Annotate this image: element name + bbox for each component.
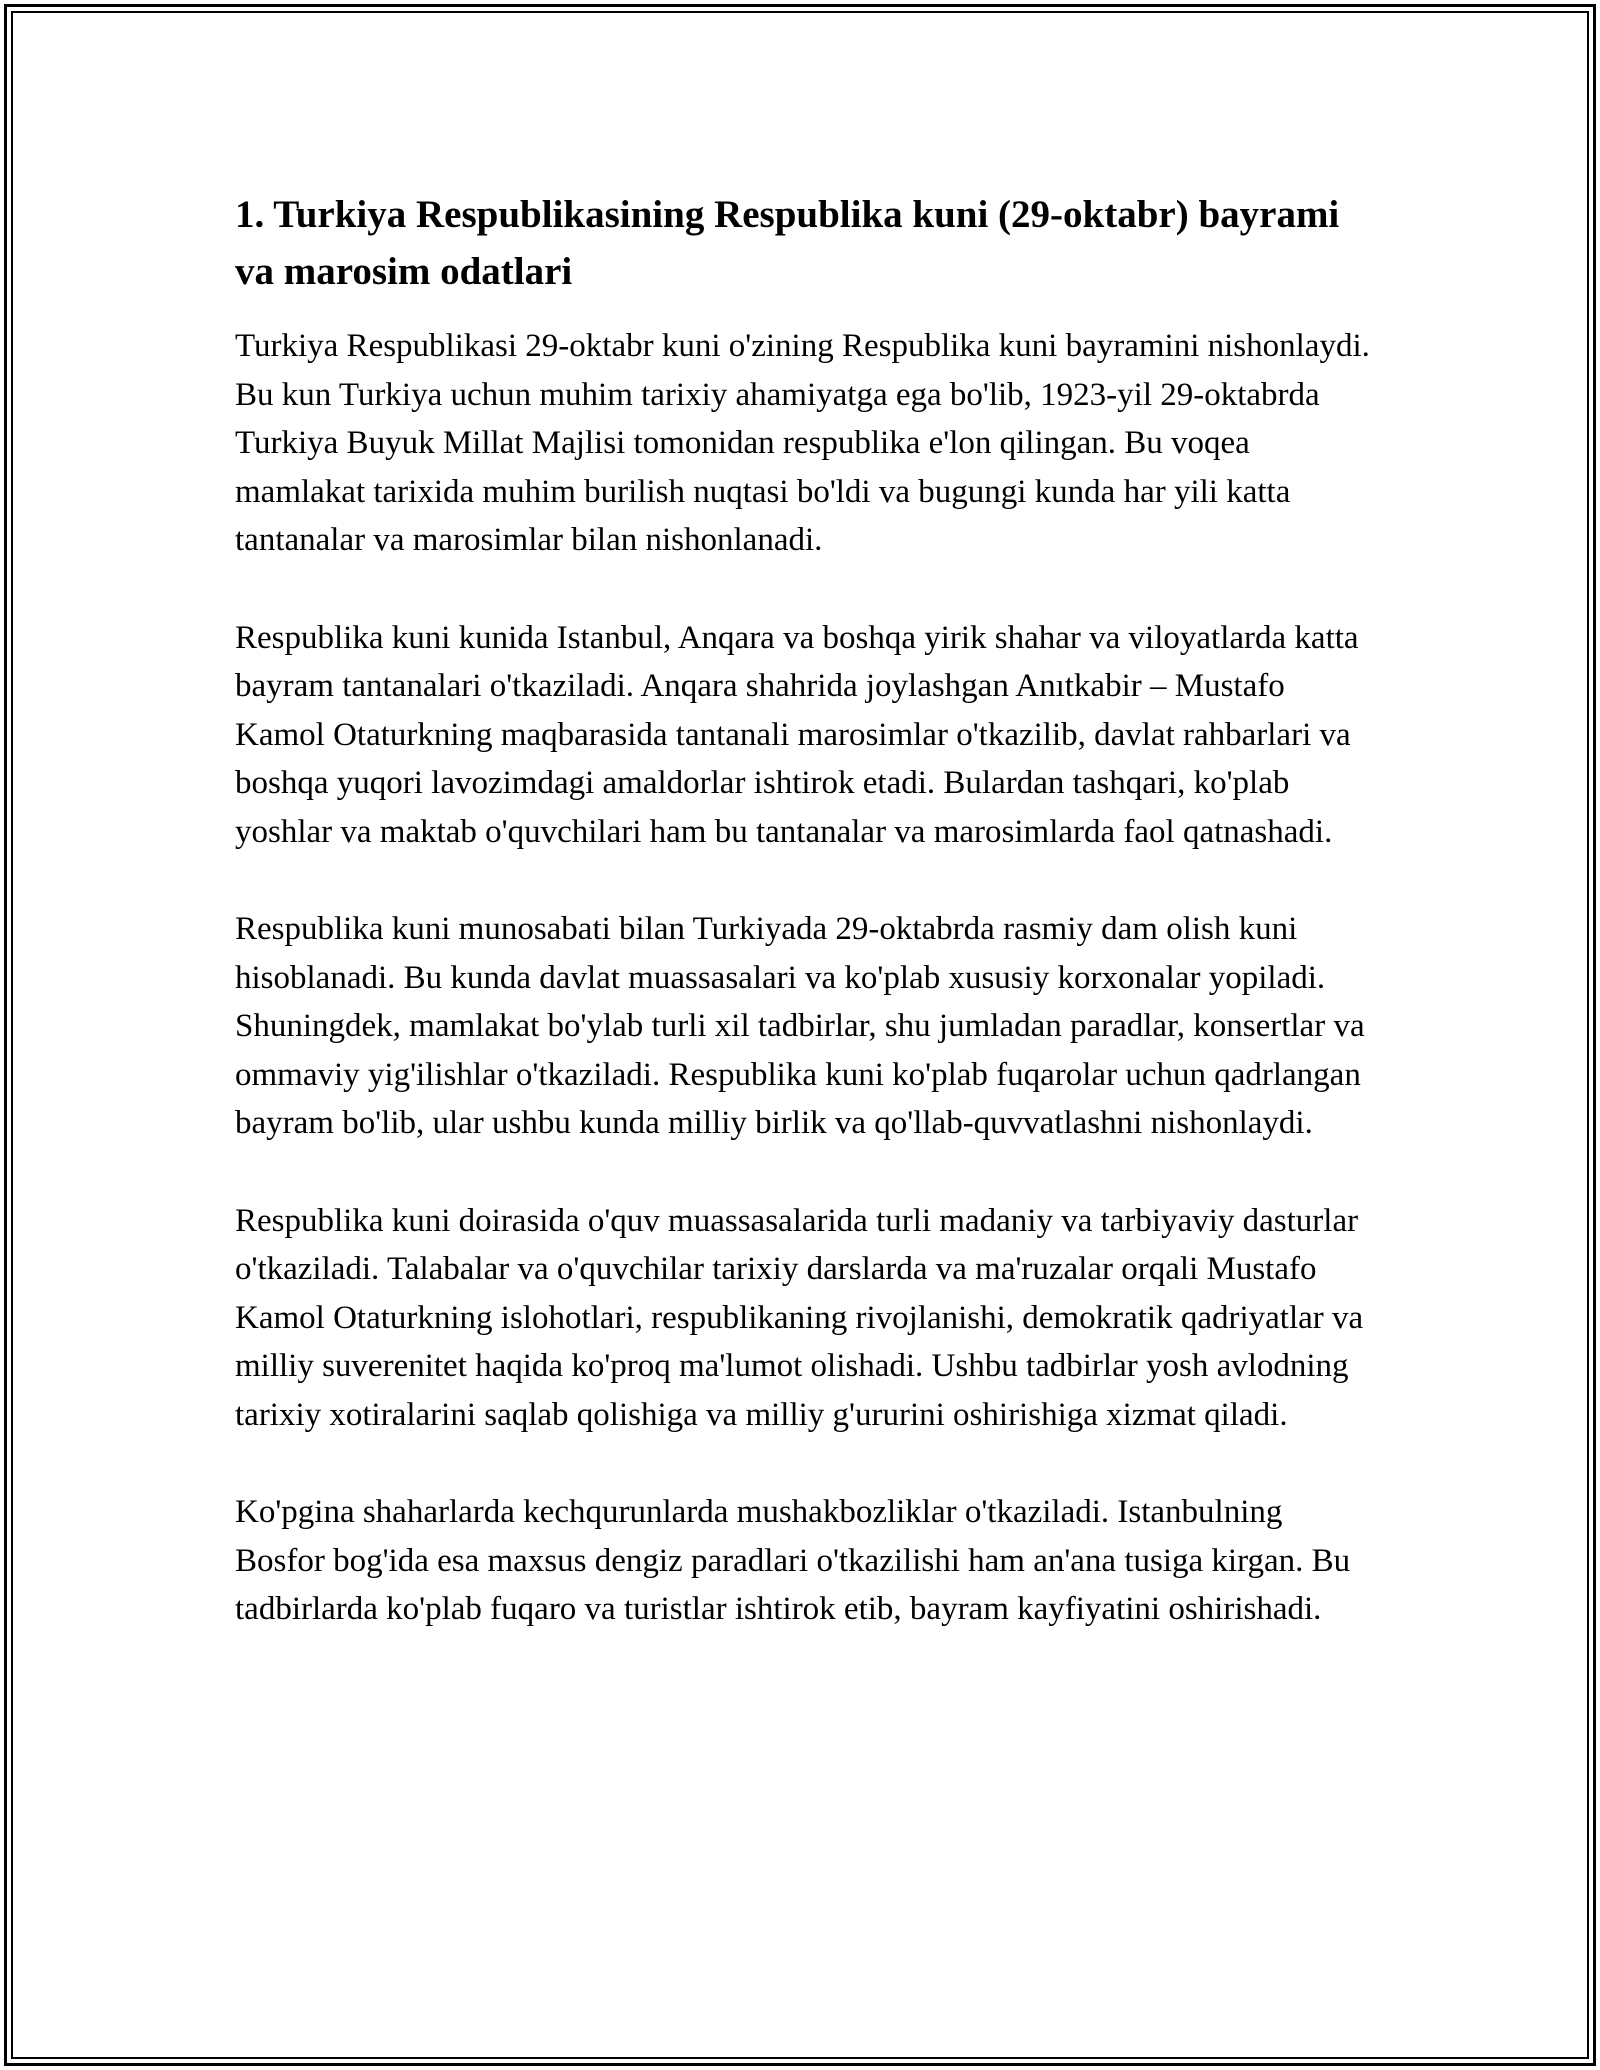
paragraph-3: Respublika kuni munosabati bilan Turkiyada 29-oktabrda rasmiy dam olish kuni hisoblanadi. Bu kunda davlat muassasalari va ko'plab xususiy korxonalar yopiladi. Shuningdek, mamlakat bo'ylab turli xil tadbirlar, shu jumladan paradlar, konsertlar va ommaviy yig'ilishlar o'tkaziladi. Respublika kuni ko'plab fuqarolar uchun qadrlangan bayram bo'lib, ular ushbu kunda milliy birlik va qo'llab-quvvatlashni nishonlaydi. xyxy=(235,911,1365,1141)
paragraph-1: Turkiya Respublikasi 29-oktabr kuni o'zining Respublika kuni bayramini nishonlaydi. Bu kun Turkiya uchun muhim tarixiy ahamiyatga ega bo'lib, 1923-yil 29-oktabrda Turkiya Buyuk Millat Majlisi tomonidan respublika e'lon qilingan. Bu voqea mamlakat tarixida muhim burilish nuqtasi bo'ldi va bugungi kunda har yili katta tantanalar va marosimlar bilan nishonlanadi. xyxy=(235,328,1370,558)
paragraph-5: Ko'pgina shaharlarda kechqurunlarda mushakbozliklar o'tkaziladi. Istanbulning Bosfor bog'ida esa maxsus dengiz paradlari o'tkazilishi ham an'ana tusiga kirgan. Bu tadbirlarda ko'plab fuqaro va turistlar ishtirok etib, bayram kayfiyatini oshirishadi. xyxy=(235,1494,1351,1627)
section-heading: 1. Turkiya Respublikasining Respublika kuni (29-oktabr) bayrami va marosim odatlari xyxy=(235,193,1340,293)
paragraph-4: Respublika kuni doirasida o'quv muassasalarida turli madaniy va tarbiyaviy dasturlar o'tkaziladi. Talabalar va o'quvchilar tarixiy darslarda va ma'ruzalar orqali Mustafo Kamol Otaturkning islohotlari, respublikaning rivojlanishi, demokratik qadriyatlar va milliy suverenitet haqida ko'proq ma'lumot olishadi. Ushbu tadbirlar yosh avlodning tarixiy xotiralarini saqlab qolishiga va milliy g'ururini oshirishiga xizmat qiladi. xyxy=(235,1202,1364,1433)
paragraph-2: Respublika kuni kunida Istanbul, Anqara va boshqa yirik shahar va viloyatlarda katta bayram tantanalari o'tkaziladi. Anqara shahrida joylashgan Anıtkabir – Mustafo Kamol Otaturkning maqbarasida tantanali marosimlar o'tkazilib, davlat rahbarlari va boshqa yuqori lavozimdagi amaldorlar ishtirok etadi. Bulardan tashqari, ko'plab yoshlar va maktab o'quvchilari ham bu tantanalar va marosimlarda faol qatnashadi. xyxy=(235,619,1359,850)
document-body xyxy=(235,186,1370,1683)
